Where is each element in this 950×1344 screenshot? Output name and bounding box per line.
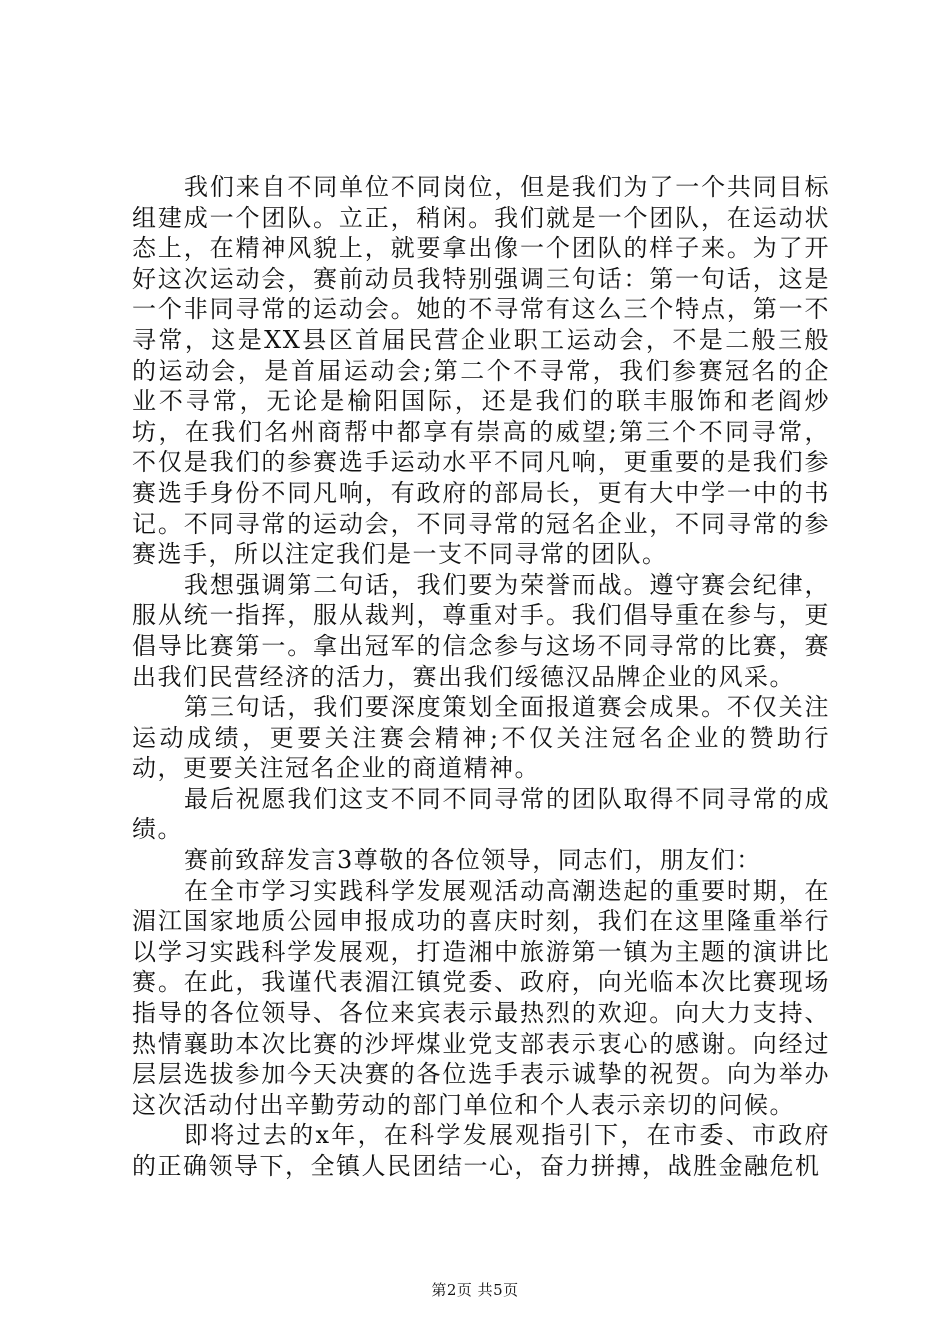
paragraph: 赛前致辞发言3尊敬的各位领导，同志们，朋友们： [184, 846, 762, 875]
document-body [132, 172, 830, 1182]
paragraph: 我们来自不同单位不同岗位，但是我们为了一个共同目标组建成一个团队。立正，稍闲。我们就是一个团队，在运动状态上，在精神风貌上，就要拿出像一个团队的样子来。为了开好这次运动会，赛前动员我特别强调三句话：第一句话，这是一个非同寻常的运动会。她的不寻常有这么三个特点，第一不寻常，这是XX县区首届民营企业职工运动会，不是二般三般的运动会，是首届运动会;第二个不寻常，我们参赛冠名的企业不寻常，无论是榆阳国际，还是我们的联丰服饰和老阎炒坊，在我们名州商帮中都享有崇高的威望;第三个不同寻常，不仅是我们的参赛选手运动水平不同凡响，更重要的是我们参赛选手身份不同凡响，有政府的部局长，更有大中学一中的书记。不同寻常的运动会，不同寻常的冠名企业，不同寻常的参赛选手，所以注定我们是一支不同寻常的团队。 [132, 173, 830, 569]
paragraph: 第三句话，我们要深度策划全面报道赛会成果。不仅关注运动成绩，更要关注赛会精神;不仅关注冠名企业的赞助行动，更要关注冠名企业的商道精神。 [132, 693, 830, 783]
paragraph: 即将过去的x年，在科学发展观指引下，在市委、市政府的正确领导下，全镇人民团结一心，奋力拼搏，战胜金融危机 [132, 1121, 830, 1180]
paragraph: 在全市学习实践科学发展观活动高潮迭起的重要时期，在湄江国家地质公园申报成功的喜庆时刻，我们在这里隆重举行以学习实践科学发展观，打造湘中旅游第一镇为主题的演讲比赛。在此，我谨代表湄江镇党委、政府，向光临本次比赛现场指导的各位领导、各位来宾表示最热烈的欢迎。向大力支持、热情襄助本次比赛的沙坪煤业党支部表示衷心的感谢。向经过层层选拔参加今天决赛的各位选手表示诚挚的祝贺。向为举办这次活动付出辛勤劳动的部门单位和个人表示亲切的问候。 [132, 876, 830, 1119]
page-number-footer: 第2页 共5页 [431, 1281, 519, 1299]
paragraph: 我想强调第二句话，我们要为荣誉而战。遵守赛会纪律，服从统一指挥，服从裁判，尊重对手。我们倡导重在参与，更倡导比赛第一。拿出冠军的信念参与这场不同寻常的比赛，赛出我们民营经济的活力，赛出我们绥德汉品牌企业的风采。 [132, 570, 830, 691]
paragraph: 最后祝愿我们这支不同不同寻常的团队取得不同寻常的成绩。 [132, 784, 830, 844]
